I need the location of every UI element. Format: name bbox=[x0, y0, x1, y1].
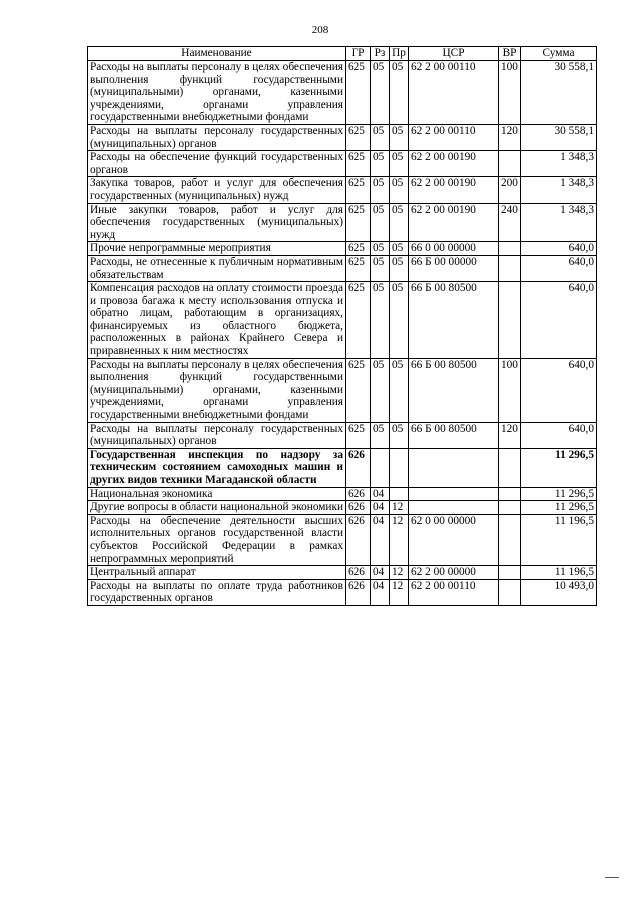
cell-gr: 625 bbox=[346, 358, 371, 422]
table-row bbox=[88, 242, 597, 256]
cell-csr: 66 Б 00 80500 bbox=[409, 422, 499, 448]
cell-name: Другие вопросы в области национальной экономики bbox=[88, 501, 346, 515]
column-header-pr: Пр bbox=[390, 47, 409, 61]
cell-sum: 30 558,1 bbox=[521, 61, 597, 125]
cell-rz: 05 bbox=[371, 151, 390, 177]
column-header-csr: ЦСР bbox=[409, 47, 499, 61]
cell-gr: 626 bbox=[346, 501, 371, 515]
cell-pr: 05 bbox=[390, 242, 409, 256]
cell-rz: 05 bbox=[371, 242, 390, 256]
cell-sum: 11 296,5 bbox=[521, 448, 597, 487]
cell-gr: 626 bbox=[346, 487, 371, 501]
cell-rz: 05 bbox=[371, 358, 390, 422]
table-row bbox=[88, 579, 597, 605]
cell-rz: 05 bbox=[371, 255, 390, 281]
cell-sum: 1 348,3 bbox=[521, 151, 597, 177]
column-header-sum: Сумма bbox=[521, 47, 597, 61]
cell-pr: 05 bbox=[390, 282, 409, 359]
cell-pr: 12 bbox=[390, 501, 409, 515]
cell-csr: 62 2 00 00110 bbox=[409, 579, 499, 605]
cell-csr: 66 Б 00 80500 bbox=[409, 282, 499, 359]
cell-pr: 05 bbox=[390, 422, 409, 448]
cell-sum: 640,0 bbox=[521, 282, 597, 359]
cell-csr: 62 2 00 00110 bbox=[409, 61, 499, 125]
cell-vr: 100 bbox=[499, 61, 521, 125]
cell-pr: 05 bbox=[390, 61, 409, 125]
cell-rz: 05 bbox=[371, 124, 390, 150]
cell-sum: 640,0 bbox=[521, 422, 597, 448]
cell-vr: 100 bbox=[499, 358, 521, 422]
cell-vr bbox=[499, 501, 521, 515]
cell-csr: 66 Б 00 80500 bbox=[409, 358, 499, 422]
cell-pr: 05 bbox=[390, 151, 409, 177]
cell-vr bbox=[499, 255, 521, 281]
column-header-vr: ВР bbox=[499, 47, 521, 61]
cell-sum: 11 296,5 bbox=[521, 501, 597, 515]
cell-pr: 12 bbox=[390, 514, 409, 565]
cell-csr bbox=[409, 448, 499, 487]
column-header-name: Наименование bbox=[88, 47, 346, 61]
cell-gr: 625 bbox=[346, 282, 371, 359]
cell-rz: 05 bbox=[371, 61, 390, 125]
cell-sum: 10 493,0 bbox=[521, 579, 597, 605]
cell-gr: 625 bbox=[346, 422, 371, 448]
cell-name: Расходы на выплаты персоналу в целях обеспечения выполнения функций государственными (муниципальными) органами, казенными учреждениями, органами управления государственными внебюджетными фондами bbox=[88, 358, 346, 422]
cell-vr bbox=[499, 566, 521, 580]
cell-sum: 11 296,5 bbox=[521, 487, 597, 501]
cell-rz: 04 bbox=[371, 501, 390, 515]
table-header-row bbox=[88, 47, 597, 61]
cell-gr: 625 bbox=[346, 124, 371, 150]
cell-name: Расходы на обеспечение функций государственных органов bbox=[88, 151, 346, 177]
cell-name: Закупка товаров, работ и услуг для обеспечения государственных (муниципальных) нужд bbox=[88, 177, 346, 203]
column-header-gr: ГР bbox=[346, 47, 371, 61]
cell-pr: 05 bbox=[390, 124, 409, 150]
cell-gr: 626 bbox=[346, 514, 371, 565]
cell-rz: 04 bbox=[371, 514, 390, 565]
cell-name: Государственная инспекция по надзору за техническим состоянием самоходных машин и других видов техники Магаданской области bbox=[88, 448, 346, 487]
cell-vr bbox=[499, 282, 521, 359]
table-row bbox=[88, 422, 597, 448]
cell-csr: 62 2 00 00000 bbox=[409, 566, 499, 580]
cell-csr: 66 0 00 00000 bbox=[409, 242, 499, 256]
cell-gr: 626 bbox=[346, 566, 371, 580]
cell-gr: 625 bbox=[346, 255, 371, 281]
cell-vr bbox=[499, 242, 521, 256]
scan-mark bbox=[605, 877, 619, 878]
table-row bbox=[88, 358, 597, 422]
column-header-rz: Рз bbox=[371, 47, 390, 61]
cell-gr: 625 bbox=[346, 177, 371, 203]
cell-name: Иные закупки товаров, работ и услуг для обеспечения государственных (муниципальных) нужд bbox=[88, 203, 346, 242]
cell-vr: 240 bbox=[499, 203, 521, 242]
table-row bbox=[88, 124, 597, 150]
table-body bbox=[88, 61, 597, 606]
cell-csr: 62 2 00 00190 bbox=[409, 151, 499, 177]
cell-vr bbox=[499, 579, 521, 605]
cell-sum: 1 348,3 bbox=[521, 177, 597, 203]
cell-csr bbox=[409, 501, 499, 515]
cell-sum: 11 196,5 bbox=[521, 566, 597, 580]
cell-sum: 30 558,1 bbox=[521, 124, 597, 150]
cell-rz: 04 bbox=[371, 487, 390, 501]
table-row bbox=[88, 203, 597, 242]
cell-rz: 05 bbox=[371, 177, 390, 203]
cell-vr bbox=[499, 448, 521, 487]
cell-gr: 626 bbox=[346, 448, 371, 487]
cell-csr: 62 2 00 00110 bbox=[409, 124, 499, 150]
table-row bbox=[88, 61, 597, 125]
cell-pr: 12 bbox=[390, 579, 409, 605]
cell-csr: 62 2 00 00190 bbox=[409, 177, 499, 203]
cell-name: Национальная экономика bbox=[88, 487, 346, 501]
cell-name: Расходы на выплаты персоналу государственных (муниципальных) органов bbox=[88, 124, 346, 150]
cell-csr bbox=[409, 487, 499, 501]
cell-sum: 1 348,3 bbox=[521, 203, 597, 242]
cell-name: Прочие непрограммные мероприятия bbox=[88, 242, 346, 256]
cell-pr bbox=[390, 487, 409, 501]
cell-csr: 62 2 00 00190 bbox=[409, 203, 499, 242]
cell-name: Расходы на выплаты персоналу в целях обеспечения выполнения функций государственными (муниципальными) органами, казенными учреждениями, органами управления государственными внебюджетными фондами bbox=[88, 61, 346, 125]
cell-gr: 625 bbox=[346, 151, 371, 177]
table-row bbox=[88, 514, 597, 565]
cell-name: Расходы на обеспечение деятельности высших исполнительных органов государственной власти субъектов Российской Федерации в рамках непрограммных мероприятий bbox=[88, 514, 346, 565]
cell-name: Расходы на выплаты персоналу государственных (муниципальных) органов bbox=[88, 422, 346, 448]
cell-pr: 05 bbox=[390, 203, 409, 242]
cell-vr bbox=[499, 151, 521, 177]
table-row bbox=[88, 487, 597, 501]
cell-rz bbox=[371, 448, 390, 487]
cell-pr: 05 bbox=[390, 255, 409, 281]
cell-name: Расходы на выплаты по оплате труда работников государственных органов bbox=[88, 579, 346, 605]
cell-rz: 04 bbox=[371, 566, 390, 580]
table-row bbox=[88, 177, 597, 203]
cell-sum: 640,0 bbox=[521, 358, 597, 422]
cell-sum: 11 196,5 bbox=[521, 514, 597, 565]
table-row bbox=[88, 566, 597, 580]
cell-name: Расходы, не отнесенные к публичным нормативным обязательствам bbox=[88, 255, 346, 281]
cell-pr: 12 bbox=[390, 566, 409, 580]
cell-sum: 640,0 bbox=[521, 242, 597, 256]
cell-rz: 04 bbox=[371, 579, 390, 605]
cell-name: Компенсация расходов на оплату стоимости проезда и провоза багажа к месту использования отпуска и обратно лицам, работающим в организациях, финансируемых из областного бюджета, расположенных в районах Крайнего Севера и приравненных к ним местностях bbox=[88, 282, 346, 359]
cell-sum: 640,0 bbox=[521, 255, 597, 281]
cell-rz: 05 bbox=[371, 282, 390, 359]
cell-rz: 05 bbox=[371, 203, 390, 242]
cell-vr: 120 bbox=[499, 124, 521, 150]
budget-table bbox=[87, 46, 597, 606]
page-number: 208 bbox=[311, 24, 329, 36]
table-row bbox=[88, 448, 597, 487]
table-row bbox=[88, 282, 597, 359]
cell-gr: 625 bbox=[346, 242, 371, 256]
cell-pr: 05 bbox=[390, 177, 409, 203]
table-row bbox=[88, 255, 597, 281]
cell-vr: 120 bbox=[499, 422, 521, 448]
cell-csr: 62 0 00 00000 bbox=[409, 514, 499, 565]
cell-pr: 05 bbox=[390, 358, 409, 422]
cell-csr: 66 Б 00 00000 bbox=[409, 255, 499, 281]
cell-pr bbox=[390, 448, 409, 487]
cell-name: Центральный аппарат bbox=[88, 566, 346, 580]
cell-vr bbox=[499, 487, 521, 501]
table-row bbox=[88, 501, 597, 515]
cell-gr: 626 bbox=[346, 579, 371, 605]
cell-vr: 200 bbox=[499, 177, 521, 203]
table-row bbox=[88, 151, 597, 177]
cell-rz: 05 bbox=[371, 422, 390, 448]
cell-gr: 625 bbox=[346, 61, 371, 125]
cell-vr bbox=[499, 514, 521, 565]
cell-gr: 625 bbox=[346, 203, 371, 242]
